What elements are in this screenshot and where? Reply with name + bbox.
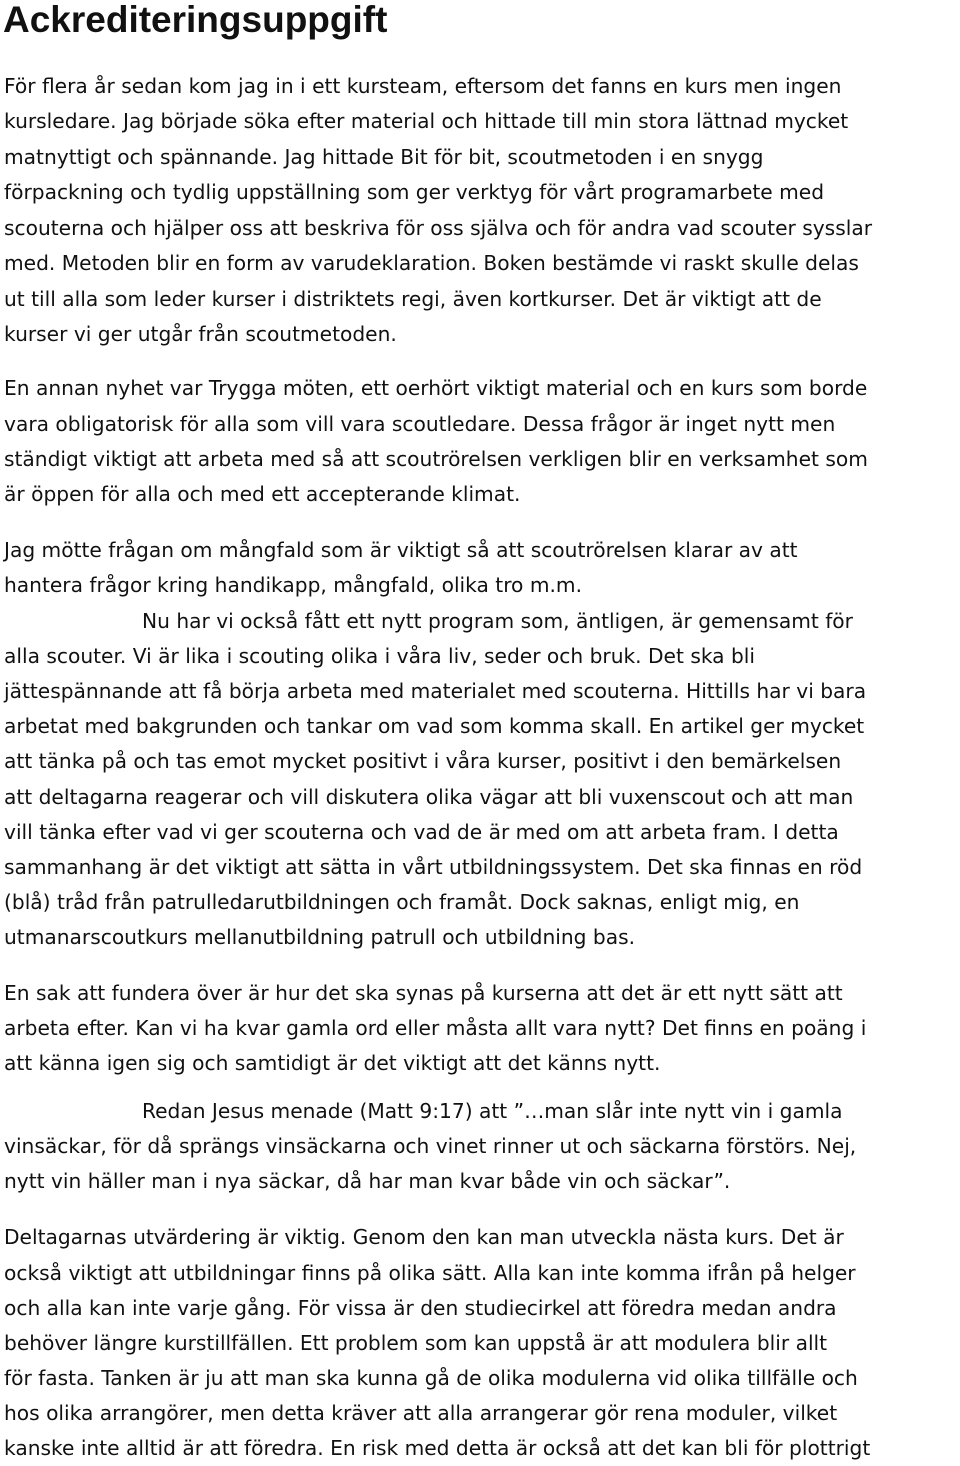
text-line: En sak att fundera över är hur det ska synas på kurserna att det är ett nytt sätt att xyxy=(4,981,843,1005)
text-line: att tänka på och tas emot mycket positivt i våra kurser, positivt i den bemärkelsen xyxy=(4,749,842,773)
text-line: vara obligatorisk för alla som vill vara scoutledare. Dessa frågor är inget nytt men xyxy=(4,412,836,436)
text-line: Deltagarnas utvärdering är viktig. Genom den kan man utveckla nästa kurs. Det är xyxy=(4,1225,844,1249)
text-line: hantera frågor kring handikapp, mångfald, olika tro m.m. xyxy=(4,573,582,597)
text-line: vinsäckar, för då sprängs vinsäckarna och vinet rinner ut och säckarna förstörs. Nej, xyxy=(4,1134,857,1158)
text-line: För flera år sedan kom jag in i ett kursteam, eftersom det fanns en kurs men ingen xyxy=(4,74,842,98)
text-line: ständigt viktigt att arbeta med så att scoutrörelsen verkligen blir en verksamhet som xyxy=(4,447,868,471)
text-line: alla scouter. Vi är lika i scouting olika i våra liv, seder och bruk. Det ska bli xyxy=(4,644,755,668)
text-line: för fasta. Tanken är ju att man ska kunna gå de olika modulerna vid olika tillfälle och xyxy=(4,1366,858,1390)
document-title: Ackrediteringsuppgift xyxy=(3,0,388,40)
text-line: förpackning och tydlig uppställning som ger verktyg för vårt programarbete med xyxy=(4,180,825,204)
text-line: att deltagarna reagerar och vill diskutera olika vägar att bli vuxenscout och att man xyxy=(4,785,854,809)
text-line: med. Metoden blir en form av varudeklaration. Boken bestämde vi raskt skulle delas xyxy=(4,251,859,275)
text-line: också viktigt att utbildningar finns på olika sätt. Alla kan inte komma ifrån på helger xyxy=(4,1261,856,1285)
text-line: utmanarscoutkurs mellanutbildning patrull och utbildning bas. xyxy=(4,925,636,949)
text-line: kanske inte alltid är att föredra. En risk med detta är också att det kan bli för plottrigt xyxy=(4,1436,871,1460)
text-line: hos olika arrangörer, men detta kräver att alla arrangerar gör rena moduler, vilket xyxy=(4,1401,838,1425)
text-line: (blå) tråd från patrulledarutbildningen och framåt. Dock saknas, enligt mig, en xyxy=(4,890,800,914)
text-line: Redan Jesus menade (Matt 9:17) att ”…man slår inte nytt vin i gamla xyxy=(142,1099,843,1123)
text-line: Nu har vi också fått ett nytt program som, äntligen, är gemensamt för xyxy=(142,609,853,633)
text-line: arbeta efter. Kan vi ha kvar gamla ord eller måsta allt vara nytt? Det finns en poäng i xyxy=(4,1016,867,1040)
text-line: är öppen för alla och med ett accepterande klimat. xyxy=(4,482,521,506)
text-line: och alla kan inte varje gång. För vissa är den studiecirkel att föredra medan andra xyxy=(4,1296,837,1320)
text-line: nytt vin häller man i nya säckar, då har man kvar både vin och säckar”. xyxy=(4,1169,731,1193)
text-line: kursledare. Jag började söka efter material och hittade till min stora lättnad mycket xyxy=(4,109,849,133)
text-line: behöver längre kurstillfällen. Ett problem som kan uppstå är att modulera blir allt xyxy=(4,1331,828,1355)
text-line: Jag mötte frågan om mångfald som är viktigt så att scoutrörelsen klarar av att xyxy=(4,538,798,562)
text-line: sammanhang är det viktigt att sätta in vårt utbildningssystem. Det ska finnas en röd xyxy=(4,855,863,879)
text-line: ut till alla som leder kurser i distriktets regi, även kortkurser. Det är viktigt att de xyxy=(4,287,822,311)
text-line: vill tänka efter vad vi ger scouterna och vad de är med om att arbeta fram. I detta xyxy=(4,820,839,844)
text-line: att känna igen sig och samtidigt är det viktigt att det känns nytt. xyxy=(4,1051,661,1075)
text-line: scouterna och hjälper oss att beskriva för oss själva och för andra vad scouter sysslar xyxy=(4,216,872,240)
text-line: arbetat med bakgrunden och tankar om vad som komma skall. En artikel ger mycket xyxy=(4,714,865,738)
text-line: En annan nyhet var Trygga möten, ett oerhört viktigt material och en kurs som borde xyxy=(4,376,868,400)
text-line: matnyttigt och spännande. Jag hittade Bit för bit, scoutmetoden i en snygg xyxy=(4,145,764,169)
text-line: jättespännande att få börja arbeta med materialet med scouterna. Hittills har vi bara xyxy=(4,679,867,703)
text-line: kurser vi ger utgår från scoutmetoden. xyxy=(4,322,397,346)
